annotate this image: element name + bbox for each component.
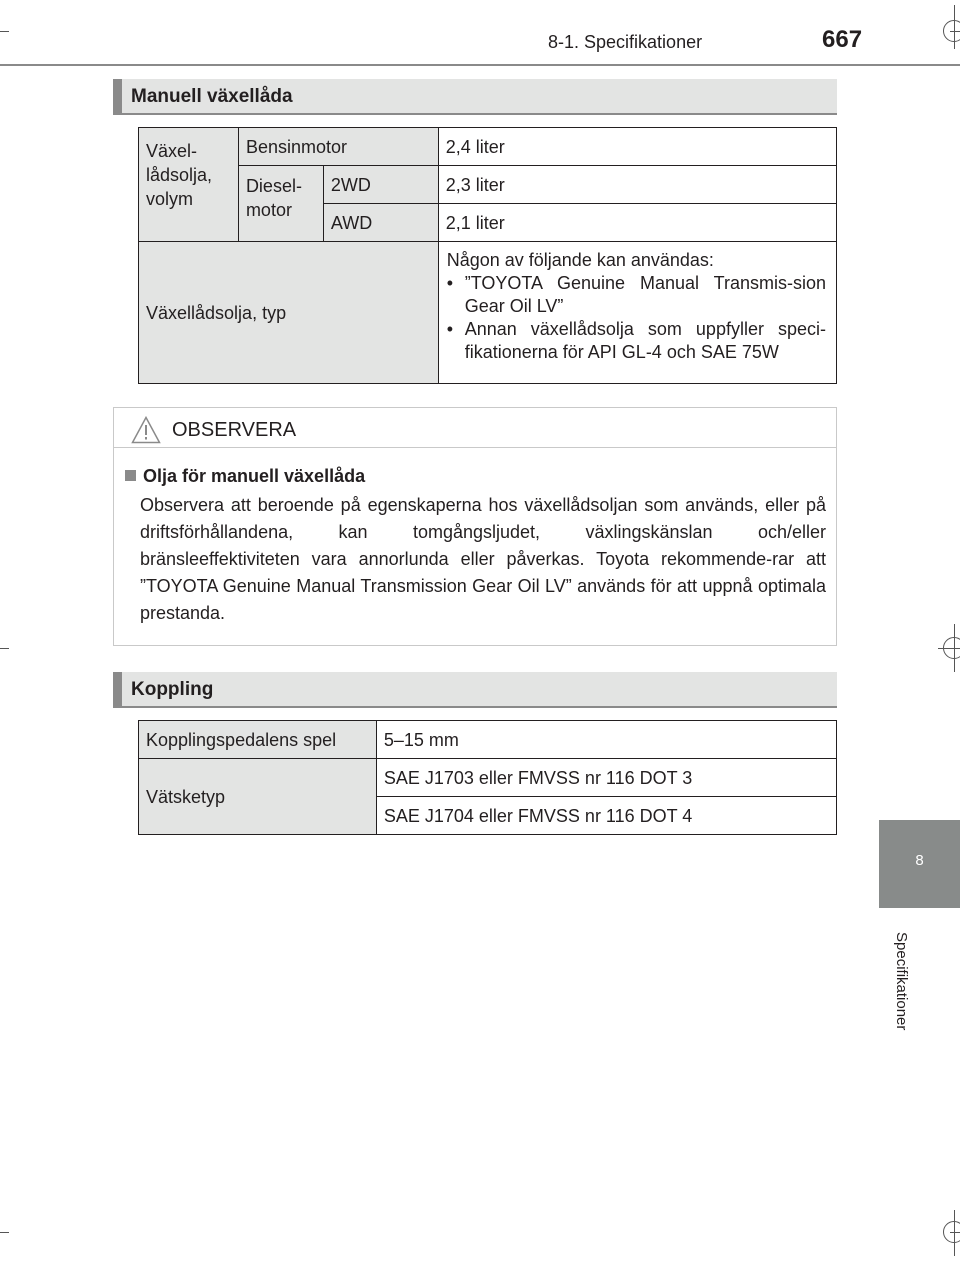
- oil-type-label: Växellådsolja, typ: [139, 242, 439, 384]
- oil-type-bullet: [447, 272, 826, 318]
- bullet-dot: •: [446, 319, 454, 339]
- caution-title: OBSERVERA: [172, 419, 297, 441]
- crop-mark: [938, 648, 960, 649]
- heading-manual-gearbox-text: Manuell växellåda: [131, 86, 293, 107]
- diesel-2wd-label: 2WD: [323, 166, 438, 204]
- oil-volume-label: Växel- lådsolja, volym: [139, 128, 239, 242]
- bullet-dot: •: [446, 273, 454, 293]
- oil-type-bullet-1: ”TOYOTA Genuine Manual Transmis-sion Gear Oil LV”: [464, 273, 826, 316]
- crop-mark: [943, 1221, 960, 1243]
- warning-triangle-icon: [131, 416, 161, 444]
- diesel-awd-value: 2,1 liter: [438, 204, 836, 242]
- crop-mark: [0, 648, 9, 649]
- crop-mark: [943, 20, 960, 42]
- petrol-value: 2,4 liter: [438, 128, 836, 166]
- chapter-number: 8: [915, 852, 924, 869]
- section-title: 8-1. Specifikationer: [548, 32, 703, 52]
- chapter-label: Specifikationer: [893, 932, 910, 1031]
- crop-mark: [0, 1232, 9, 1233]
- oil-type-bullet-2: Annan växellådsolja som uppfyller speci-fikationerna för API GL-4 och SAE 75W: [464, 319, 826, 362]
- page-number: 667: [822, 26, 863, 53]
- caution-subheading-text: Olja för manuell växellåda: [143, 466, 366, 486]
- fluid-label: Vätsketyp: [139, 759, 377, 835]
- clutch-table: [138, 720, 837, 835]
- header-rule: [0, 64, 960, 66]
- pedal-play-value: 5–15 mm: [376, 721, 836, 759]
- crop-mark: [0, 31, 9, 32]
- crop-mark: [954, 1210, 955, 1256]
- gearbox-table: [138, 127, 837, 384]
- caution-header: [114, 408, 836, 448]
- diesel-label: Diesel- motor: [238, 166, 323, 242]
- fluid-value-1: SAE J1703 eller FMVSS nr 116 DOT 3: [376, 759, 836, 797]
- pedal-play-label: Kopplingspedalens spel: [139, 721, 377, 759]
- caution-box: [113, 407, 837, 646]
- chapter-tab: [879, 820, 960, 908]
- diesel-awd-label: AWD: [323, 204, 438, 242]
- caution-text: Observera att beroende på egenskaperna hos växellådsoljan som används, eller på driftsförhållandena, kan tomgångsljudet, växlingskänslan och/eller bränsleeffektiviteten vara annorlunda eller påverkas. Toyota rekommende-rar att ”TOYOTA Genuine Manual Transmission Gear Oil LV” används för att uppnå optimala prestanda.: [140, 495, 826, 623]
- square-bullet-icon: [125, 470, 136, 481]
- petrol-label: Bensinmotor: [238, 128, 438, 166]
- heading-manual-gearbox: [113, 79, 837, 115]
- oil-type-bullet: [447, 318, 826, 364]
- heading-clutch-text: Koppling: [131, 679, 214, 700]
- fluid-value-2: SAE J1704 eller FMVSS nr 116 DOT 4: [376, 797, 836, 835]
- crop-mark: [954, 5, 955, 49]
- chapter-label-wrapper: [868, 932, 928, 1062]
- heading-clutch: [113, 672, 837, 708]
- oil-type-intro: Någon av följande kan användas:: [446, 250, 714, 270]
- caution-subheading: [125, 466, 365, 487]
- oil-type-value: [438, 242, 836, 384]
- diesel-2wd-value: 2,3 liter: [438, 166, 836, 204]
